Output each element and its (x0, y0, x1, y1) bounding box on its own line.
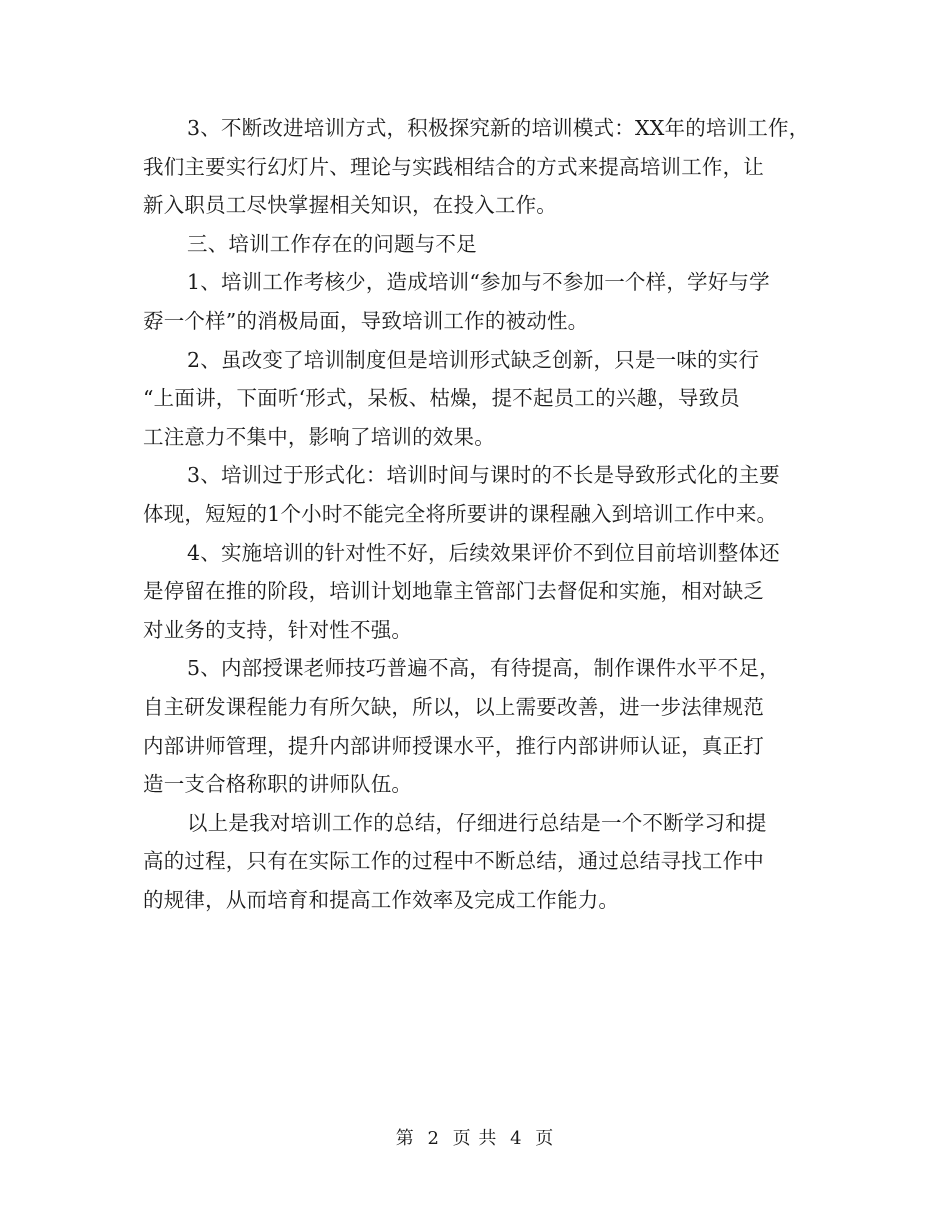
paragraph-line: 5、内部授课老师技巧普遍不高，有待提高，制作课件水平不足， (187, 656, 780, 681)
paragraph-line: 我们主要实行幻灯片、理论与实践相结合的方式来提高培训工作，让 (143, 154, 764, 179)
document-body (143, 109, 823, 919)
paragraph-line: 以上是我对培训工作的总结，仔细进行总结是一个不断学习和提 (187, 810, 767, 835)
paragraph-line: 内部讲师管理，提升内部讲师授课水平，推行内部讲师认证，真正打 (143, 733, 764, 758)
paragraph-line: 高的过程，只有在实际工作的过程中不断总结，通过总结寻找工作中 (143, 849, 764, 874)
paragraph-line: “上面讲，下面听‘形式，呆板、枯燥，提不起员工的兴趣，导致员 (143, 386, 740, 411)
footer-suffix: 页 (535, 1128, 555, 1149)
paragraph-line: 体现，短短的1个小时不能完全将所要讲的课程融入到培训工作中来。 (143, 501, 778, 526)
footer-total-pages: 4 (510, 1128, 523, 1149)
paragraph-line: 3、不断改进培训方式，积极探究新的培训模式：XX年的培训工作， (187, 116, 810, 140)
paragraph-line: 造一支合格称职的讲师队伍。 (143, 772, 413, 797)
paragraph-line: 新入职员工尽快掌握相关知识，在投入工作。 (143, 193, 557, 218)
paragraph-line: 3、培训过于形式化：培训时间与课时的不长是导致形式化的主要 (187, 463, 780, 488)
footer-middle: 页 共 (452, 1128, 498, 1149)
footer-page-number: 2 (427, 1128, 440, 1149)
paragraph-line: 1、培训工作考核少，造成培训“参加与不参加一个样，学好与学 (187, 270, 770, 295)
paragraph-line: 的规律，从而培育和提高工作效率及完成工作能力。 (143, 887, 620, 912)
paragraph-line: 4、实施培训的针对性不好，后续效果评价不到位目前培训整体还 (187, 540, 780, 565)
paragraph-line: 是停留在推的阶段，培训计划地靠主管部门去督促和实施，相对缺乏 (143, 579, 764, 604)
paragraph-line: 孬一个样”的消极局面，导致培训工作的被动性。 (143, 308, 589, 333)
paragraph-line: 2、虽改变了培训制度但是培训形式缺乏创新，只是一味的实行 (187, 347, 760, 372)
paragraph-line: 对业务的支持，针对性不强。 (143, 617, 413, 642)
section-heading: 三、培训工作存在的问题与不足 (187, 231, 477, 256)
paragraph-line: 自主研发课程能力有所欠缺，所以，以上需要改善，进一步法律规范 (143, 694, 764, 719)
paragraph-line: 工注意力不集中，影响了培训的效果。 (143, 424, 495, 449)
footer-prefix: 第 (395, 1128, 415, 1149)
page-footer (0, 1124, 950, 1150)
